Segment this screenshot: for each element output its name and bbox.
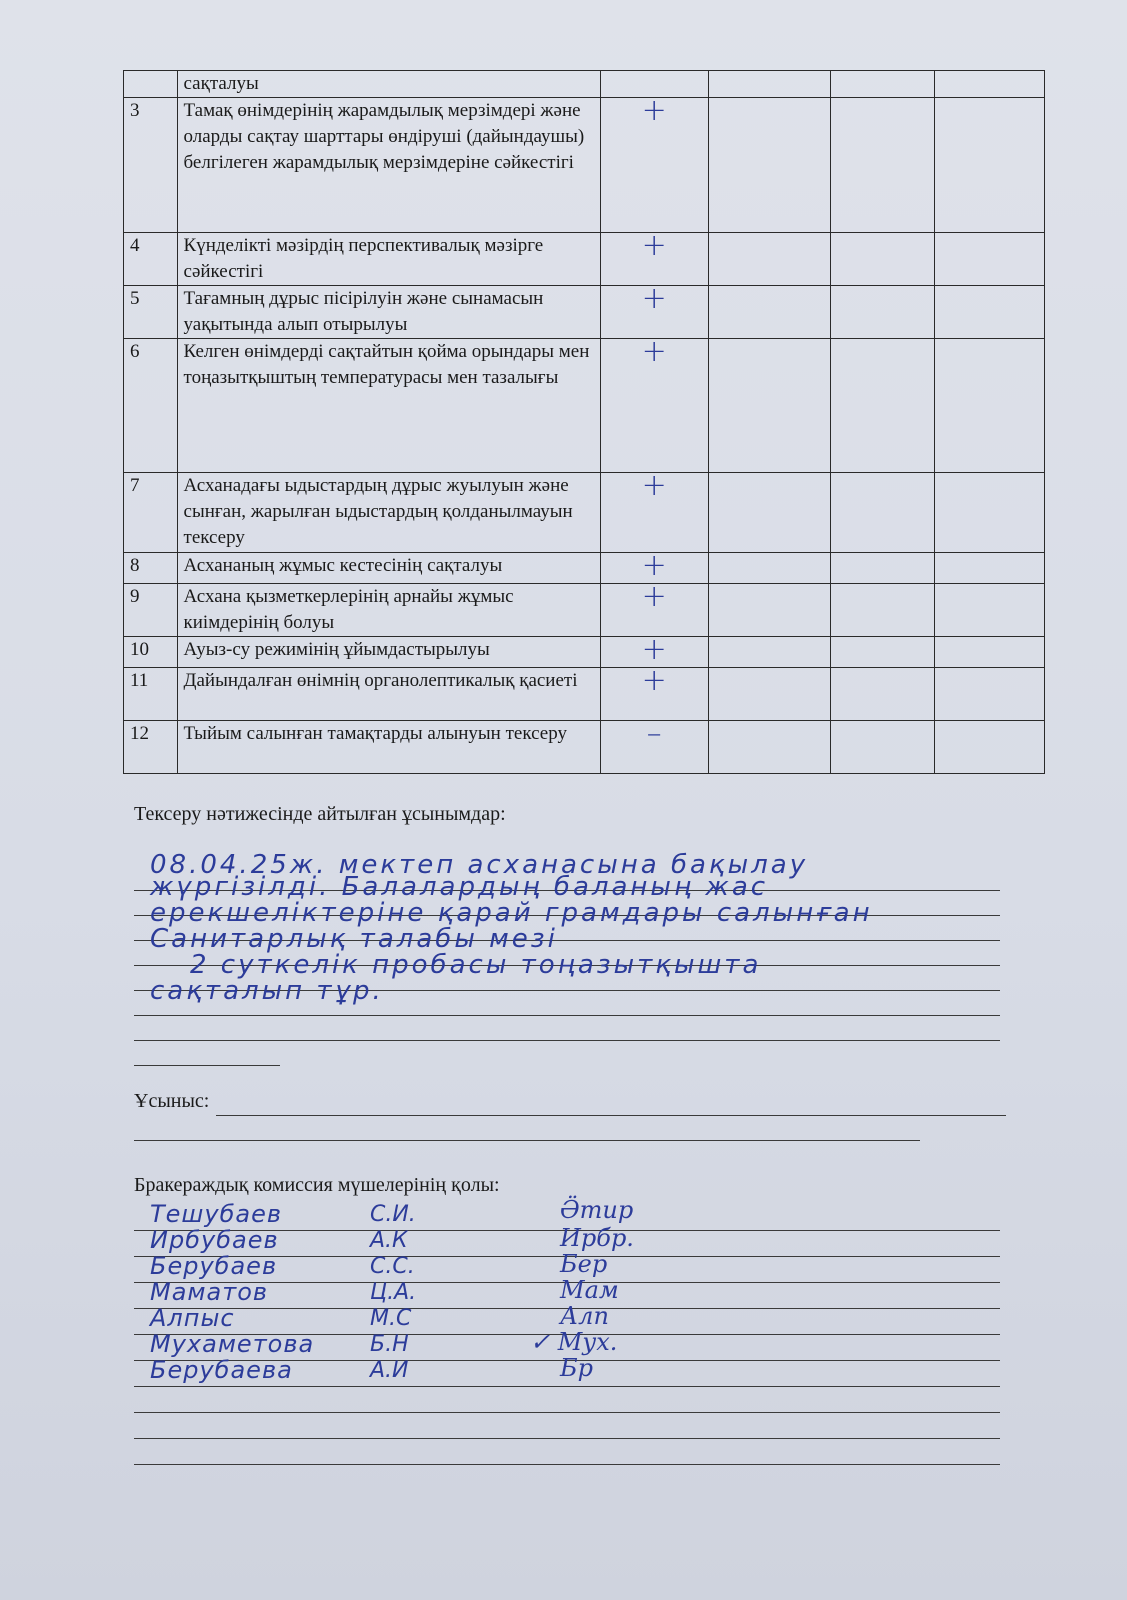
handwritten-mark: + [641, 281, 667, 316]
row-criterion: Келген өнімдерді сақтайтын қойма орындары мен тоңазытқыштың температурасы мен тазалығы [177, 339, 600, 473]
recommendations-label: Тексеру нәтижесінде айтылған ұсынымдар: [134, 803, 506, 825]
row-criterion: Тағамның дұрыс пісірілуін және сынамасын уақытында алып отырылуы [177, 286, 600, 339]
empty-cell [934, 233, 1044, 286]
empty-cell [830, 98, 934, 233]
empty-cell [708, 286, 830, 339]
empty-cell [830, 339, 934, 473]
member-signature: ✓ Мух. [530, 1328, 618, 1356]
empty-cell [934, 584, 1044, 637]
row-mark [600, 228, 708, 286]
row-criterion: Ауыз-су режимінің ұйымдастырылуы [177, 637, 600, 668]
empty-cell [708, 584, 830, 637]
row-mark [600, 716, 708, 774]
empty-cell [708, 233, 830, 286]
proposal-label: Ұсыныс: [134, 1090, 210, 1112]
checklist-table [123, 70, 1045, 774]
handwritten-mark: + [641, 663, 667, 698]
table-row [124, 71, 1045, 98]
row-number [124, 71, 178, 98]
handwritten-mark: + [641, 228, 667, 263]
recommendation-line: сақталып тұр. [150, 976, 384, 1006]
handwritten-mark: + [641, 334, 667, 369]
empty-cell [830, 71, 934, 98]
empty-cell [830, 553, 934, 584]
writing-line [134, 1015, 1000, 1016]
member-name: Тешубаев [150, 1200, 283, 1228]
empty-cell [708, 71, 830, 98]
recommendation-line: жүргізілді. Балалардың баланың жас [150, 872, 769, 902]
row-number: 12 [124, 721, 178, 774]
writing-line [134, 1040, 1000, 1041]
row-mark [600, 93, 708, 233]
empty-cell [708, 473, 830, 553]
row-criterion: Дайындалған өнімнің органолептикалық қасиеті [177, 668, 600, 721]
recommendation-line: ерекшеліктеріне қарай грамдары салынған [150, 898, 873, 928]
empty-cell [934, 71, 1044, 98]
member-initials: Ц.А. [370, 1280, 417, 1305]
member-signature: Ирбр. [560, 1224, 634, 1252]
row-number: 7 [124, 473, 178, 553]
empty-cell [830, 584, 934, 637]
member-signature: Бр [560, 1354, 593, 1382]
recommendation-line: 08.04.25ж. мектеп асханасына бақылау [150, 850, 809, 880]
member-name: Ирбубаев [150, 1226, 279, 1254]
row-mark [600, 579, 708, 637]
commission-label: Бракераждық комиссия мүшелерінің қолы: [134, 1174, 500, 1196]
writing-line [134, 1438, 1000, 1439]
empty-cell [830, 637, 934, 668]
member-initials: А.И [370, 1358, 409, 1383]
empty-cell [830, 233, 934, 286]
empty-cell [830, 668, 934, 721]
row-number: 11 [124, 668, 178, 721]
row-number: 8 [124, 553, 178, 584]
recommendation-line: Санитарлық талабы мезі [150, 924, 558, 954]
empty-cell [708, 637, 830, 668]
member-initials: Б.Н [370, 1332, 409, 1357]
table-row [124, 584, 1045, 637]
writing-line [134, 1386, 1000, 1387]
writing-line [134, 1464, 1000, 1465]
handwritten-mark: + [641, 579, 667, 614]
member-signature: Мам [560, 1276, 619, 1304]
writing-line [134, 1140, 920, 1141]
row-number: 10 [124, 637, 178, 668]
row-mark [600, 468, 708, 553]
row-number: 6 [124, 339, 178, 473]
row-number: 5 [124, 286, 178, 339]
writing-line [134, 1412, 1000, 1413]
empty-cell [934, 98, 1044, 233]
empty-cell [934, 339, 1044, 473]
member-name: Мухаметова [150, 1330, 315, 1358]
row-mark [600, 281, 708, 339]
member-initials: С.С. [370, 1254, 415, 1279]
empty-cell [708, 98, 830, 233]
empty-cell [934, 637, 1044, 668]
table-row [124, 286, 1045, 339]
handwritten-mark: + [641, 548, 667, 583]
empty-cell [708, 339, 830, 473]
row-criterion: Асхана қызметкерлерінің арнайы жұмыс киімдерінің болуы [177, 584, 600, 637]
empty-cell [708, 668, 830, 721]
member-initials: С.И. [370, 1202, 416, 1227]
member-name: Берубаев [150, 1252, 278, 1280]
empty-cell [830, 721, 934, 774]
handwritten-mark: + [641, 468, 667, 503]
writing-line [134, 1065, 280, 1066]
recommendation-line: 2 суткелік пробасы тоңазытқышта [190, 950, 762, 980]
row-number: 9 [124, 584, 178, 637]
row-number: 3 [124, 98, 178, 233]
table-row [124, 721, 1045, 774]
row-criterion: Асханадағы ыдыстардың дұрыс жуылуын және сынған, жарылған ыдыстардың қолданылмауын тексеру [177, 473, 600, 553]
row-number: 4 [124, 233, 178, 286]
member-name: Берубаева [150, 1356, 293, 1384]
member-initials: А.К [370, 1228, 408, 1253]
empty-cell [934, 553, 1044, 584]
row-criterion: Тыйым салынған тамақтарды алынуын тексеру [177, 721, 600, 774]
row-criterion: Асхананың жұмыс кестесінің сақталуы [177, 553, 600, 584]
empty-cell [934, 721, 1044, 774]
empty-cell [708, 721, 830, 774]
handwritten-mark: – [646, 716, 662, 751]
member-signature: Ӛтир [560, 1196, 634, 1224]
member-signature: Алп [560, 1302, 609, 1330]
table-row [124, 473, 1045, 553]
member-signature: Бер [560, 1250, 608, 1278]
member-name: Маматов [150, 1278, 269, 1306]
member-name: Алпыс [150, 1304, 235, 1332]
empty-cell [830, 473, 934, 553]
empty-cell [934, 286, 1044, 339]
row-criterion: Күнделікті мәзірдің перспективалық мәзірге сәйкестігі [177, 233, 600, 286]
handwritten-mark: + [641, 632, 667, 667]
table-row [124, 668, 1045, 721]
empty-cell [708, 553, 830, 584]
row-criterion: сақталуы [177, 71, 600, 98]
member-initials: М.С [370, 1306, 412, 1331]
row-criterion: Тамақ өнімдерінің жарамдылық мерзімдері және оларды сақтау шарттары өндіруші (дайындаушы) белгілеген жарамдылық мерзімдеріне сәйкестігі [177, 98, 600, 233]
empty-cell [934, 668, 1044, 721]
table-row [124, 339, 1045, 473]
row-mark [600, 663, 708, 721]
row-mark [600, 334, 708, 473]
empty-cell [830, 286, 934, 339]
table-row [124, 233, 1045, 286]
handwritten-mark: + [641, 93, 667, 128]
table-row [124, 98, 1045, 233]
table-row [124, 637, 1045, 668]
empty-cell [934, 473, 1044, 553]
table-row [124, 553, 1045, 584]
writing-line [216, 1115, 1006, 1116]
